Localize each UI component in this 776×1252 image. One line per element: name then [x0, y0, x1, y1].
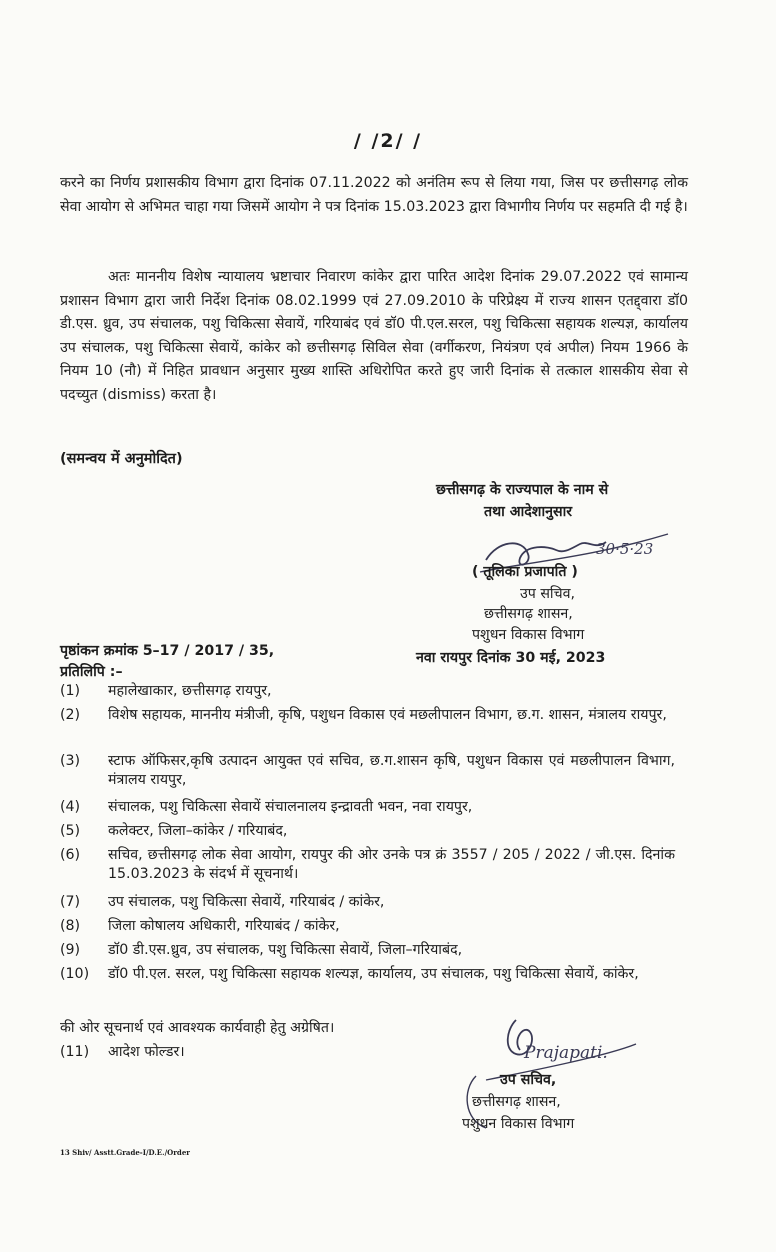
list-item-text: जिला कोषालय अधिकारी, गरियाबंद / कांकेर,	[108, 918, 340, 934]
signatory-government: छत्तीसगढ़ शासन,	[484, 606, 573, 622]
signatory-department: पशुधन विकास विभाग	[462, 1116, 575, 1132]
list-item-number: (9)	[60, 942, 81, 958]
list-item-number: (10)	[60, 966, 90, 982]
svg-text:Prajapati.: Prajapati.	[524, 1043, 608, 1063]
list-item-text: कलेक्टर, जिला–कांकेर / गरियाबंद,	[108, 823, 288, 839]
paragraph-order: अतः माननीय विशेष न्यायालय भ्रष्टाचार निवारण कांकेर द्वारा पारित आदेश दिनांक 29.07.2022 एवं सामान्य प्रशासन विभाग द्वारा जारी निर्देश दिनांक 08.02.1999 एवं 27.09.2010 के परिप्रेक्ष्य में राज्य शासन एतद्द्वारा डॉ0 डी.एस. ध्रुव, उप संचालक, पशु चिकित्सा सेवायें, गरियाबंद एवं डॉ0 पी.एल.सरल, पशु चिकित्सा सहायक शल्यज्ञ, कार्यालय उप संचालक, पशु चिकित्सा सेवायें, कांकेर को छत्तीसगढ़ सिविल सेवा (वर्गीकरण, नियंत्रण एवं अपील) नियम 1966 के नियम 10 (नौ) में निहित प्रावधान अनुसार मुख्य शास्ति अधिरोपित करते हुए जारी दिनांक से तत्काल शासकीय सेवा से पदच्युत (dismiss) करता है।	[60, 269, 688, 403]
list-item-text: उप संचालक, पशु चिकित्सा सेवायें, गरियाबंद / कांकेर,	[108, 894, 385, 910]
list-item-text: संचालक, पशु चिकित्सा सेवायें संचालनालय इन्द्रावती भवन, नवा रायपुर,	[108, 799, 473, 815]
date-line: नवा रायपुर दिनांक 30 मई, 2023	[416, 650, 606, 666]
list-item-text: स्टाफ ऑफिसर,कृषि उत्पादन आयुक्त एवं सचिव, छ.ग.शासन कृषि, पशुधन विकास एवं मछलीपालन विभाग, मंत्रालय रायपुर,	[108, 753, 675, 788]
signatory-designation: उप सचिव,	[520, 586, 576, 602]
list-item-text: सचिव, छत्तीसगढ़ लोक सेवा आयोग, रायपुर की ओर उनके पत्र क्रं 3557 / 205 / 2022 / जी.एस. दिनांक 15.03.2023 के संदर्भ में सूचनार्थ।	[108, 847, 675, 882]
copy-to-label: प्रतिलिपि :–	[60, 664, 123, 680]
signatory-government: छत्तीसगढ़ शासन,	[472, 1094, 561, 1110]
list-item-text: विशेष सहायक, माननीय मंत्रीजी, कृषि, पशुधन विकास एवं मछलीपालन विभाग, छ.ग. शासन, मंत्रालय रायपुर,	[108, 707, 667, 723]
list-item-text: महालेखाकार, छत्तीसगढ़ रायपुर,	[108, 683, 272, 699]
handwritten-signature-icon	[456, 1010, 676, 1090]
signatory-name: ( तूलिका प्रजापति )	[472, 564, 578, 580]
list-item-number: (1)	[60, 683, 81, 699]
list-item-number: (6)	[60, 847, 81, 863]
list-item-number: (2)	[60, 707, 81, 723]
signature-block-secondary	[456, 1010, 676, 1140]
footer-reference: 13 Shiv/ Asstt.Grade-I/D.E./Order	[60, 1148, 190, 1157]
list-item-text: आदेश फोल्डर।	[108, 1044, 185, 1060]
list-item-number: (11)	[60, 1044, 90, 1060]
svg-text:30·5·23: 30·5·23	[596, 540, 654, 558]
forward-note: की ओर सूचनार्थ एवं आवश्यक कार्यवाही हेतु अग्रेषित।	[60, 1020, 335, 1036]
list-item-number: (3)	[60, 753, 81, 769]
signatory-designation: उप सचिव,	[500, 1072, 557, 1088]
list-item	[60, 1042, 185, 1061]
order-line: तथा आदेशानुसार	[484, 504, 573, 520]
paragraph-decision: करने का निर्णय प्रशासकीय विभाग द्वारा दिनांक 07.11.2022 को अनंतिम रूप से लिया गया, जिस पर छत्तीसगढ़ लोक सेवा आयोग से अभिमत चाहा गया जिसमें आयोग ने पत्र दिनांक 15.03.2023 द्वारा विभागीय निर्णय पर सहमति दी गई है।	[60, 175, 688, 215]
list-item-number: (5)	[60, 823, 81, 839]
signatory-department: पशुधन विकास विभाग	[472, 627, 585, 643]
list-item-number: (4)	[60, 799, 81, 815]
list-item-number: (7)	[60, 894, 81, 910]
endorsement-number: पृष्ठांकन क्रमांक 5–17 / 2017 / 35,	[60, 643, 275, 659]
list-item-number: (8)	[60, 918, 81, 934]
governor-name-line: छत्तीसगढ़ के राज्यपाल के नाम से	[436, 482, 609, 498]
approved-note: (समन्वय में अनुमोदित)	[60, 451, 183, 467]
list-item-text: डॉ0 पी.एल. सरल, पशु चिकित्सा सहायक शल्यज्ञ, कार्यालय, उप संचालक, पशु चिकित्सा सेवायें, कांकेर,	[108, 966, 639, 982]
list-item-text: डॉ0 डी.एस.ध्रुव, उप संचालक, पशु चिकित्सा सेवायें, जिला–गरियाबंद,	[108, 942, 463, 958]
page-number: / /2/ /	[353, 130, 423, 152]
